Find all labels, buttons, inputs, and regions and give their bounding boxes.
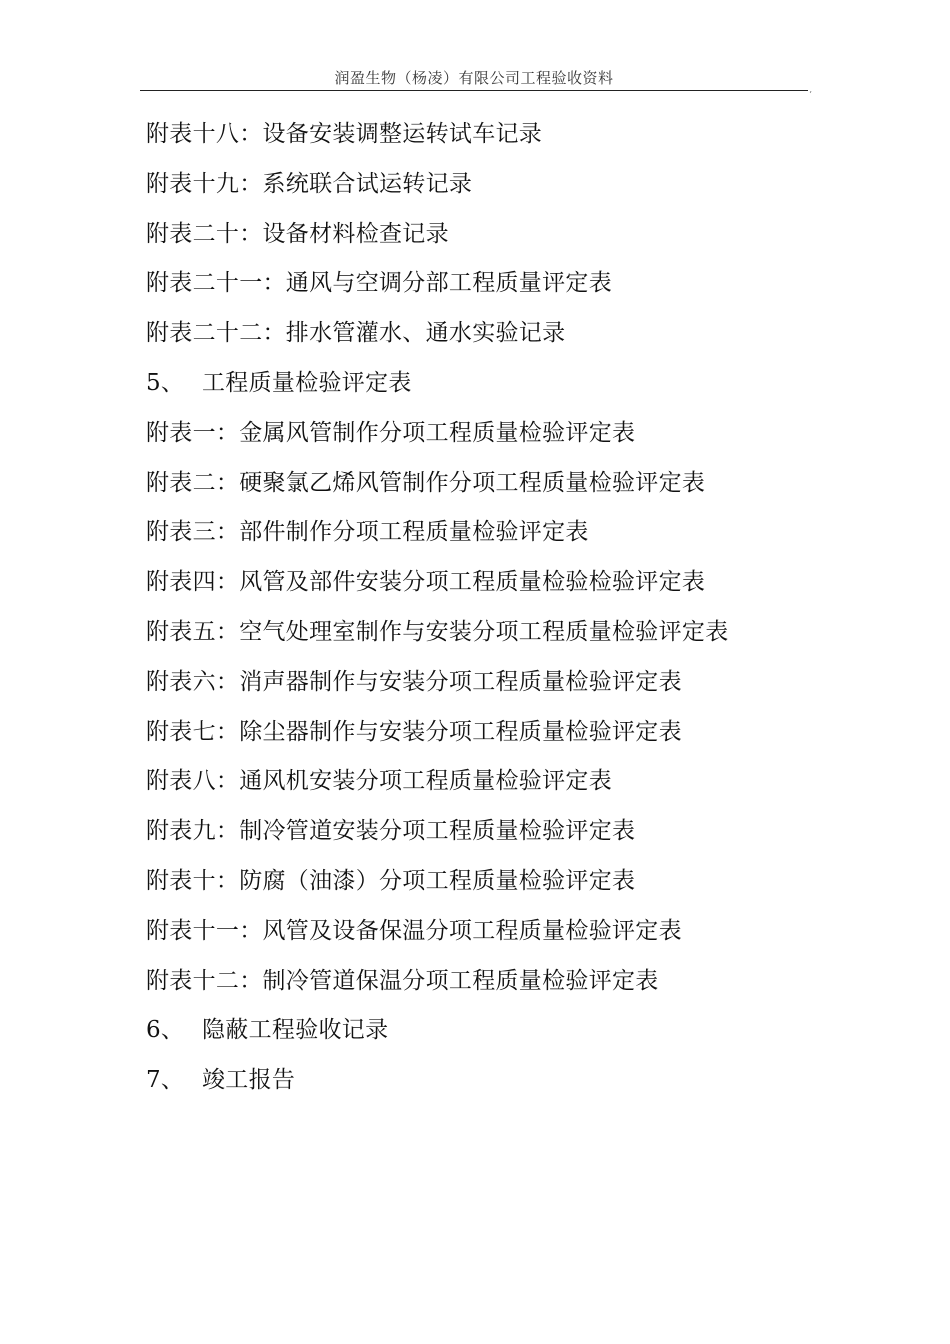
toc-item [146,114,729,164]
toc-list [146,114,729,1110]
toc-item [146,363,729,413]
toc-item-text: 附表六：消声器制作与安装分项工程质量检验评定表 [146,668,682,695]
toc-item-text: 附表八：通风机安装分项工程质量检验评定表 [146,768,612,795]
toc-item-text: 工程质量检验评定表 [202,369,412,396]
toc-item-number: 6、 [146,1017,185,1044]
toc-item-text: 附表三：部件制作分项工程质量检验评定表 [146,519,589,546]
page-header [140,68,812,94]
toc-item [146,413,729,463]
toc-item-text: 附表十二：制冷管道保温分项工程质量检验评定表 [146,967,659,994]
toc-item-text: 附表十：防腐（油漆）分项工程质量检验评定表 [146,867,636,894]
toc-item [146,811,729,861]
toc-item-number: 7、 [146,1067,185,1094]
toc-item [146,961,729,1011]
toc-item [146,861,729,911]
toc-item [146,263,729,313]
toc-item [146,313,729,363]
toc-item-text: 附表四：风管及部件安装分项工程质量检验检验评定表 [146,569,706,596]
toc-item-text: 附表五：空气处理室制作与安装分项工程质量检验评定表 [146,618,729,645]
toc-item [146,164,729,214]
toc-item [146,1060,729,1110]
toc-item-text: 隐蔽工程验收记录 [202,1017,389,1044]
toc-item-text: 附表九：制冷管道安装分项工程质量检验评定表 [146,818,636,845]
toc-item-text: 附表二十一：通风与空调分部工程质量评定表 [146,270,612,297]
toc-item-text: 附表十九：系统联合试运转记录 [146,170,473,197]
toc-item [146,214,729,264]
toc-item [146,761,729,811]
toc-item [146,1010,729,1060]
toc-item-text: 附表二十二：排水管灌水、通水实验记录 [146,320,566,347]
toc-item-text: 附表十八：设备安装调整运转试车记录 [146,121,543,147]
toc-item-text: 附表二十：设备材料检查记录 [146,220,449,247]
toc-item [146,662,729,712]
toc-item [146,911,729,961]
toc-item-text: 竣工报告 [202,1067,296,1094]
toc-item [146,612,729,662]
toc-item-text: 附表二：硬聚氯乙烯风管制作分项工程质量检验评定表 [146,469,706,496]
toc-item-text: 附表七：除尘器制作与安装分项工程质量检验评定表 [146,718,682,745]
toc-item [146,463,729,513]
header-mark: , [809,85,812,94]
toc-item [146,562,729,612]
toc-item-number: 5、 [146,369,185,396]
header-title: 润盈生物（杨凌）有限公司工程验收资料 [334,69,614,87]
toc-item [146,712,729,762]
toc-item-text: 附表一：金属风管制作分项工程质量检验评定表 [146,419,636,446]
toc-item [146,512,729,562]
toc-item-text: 附表十一：风管及设备保温分项工程质量检验评定表 [146,917,682,944]
